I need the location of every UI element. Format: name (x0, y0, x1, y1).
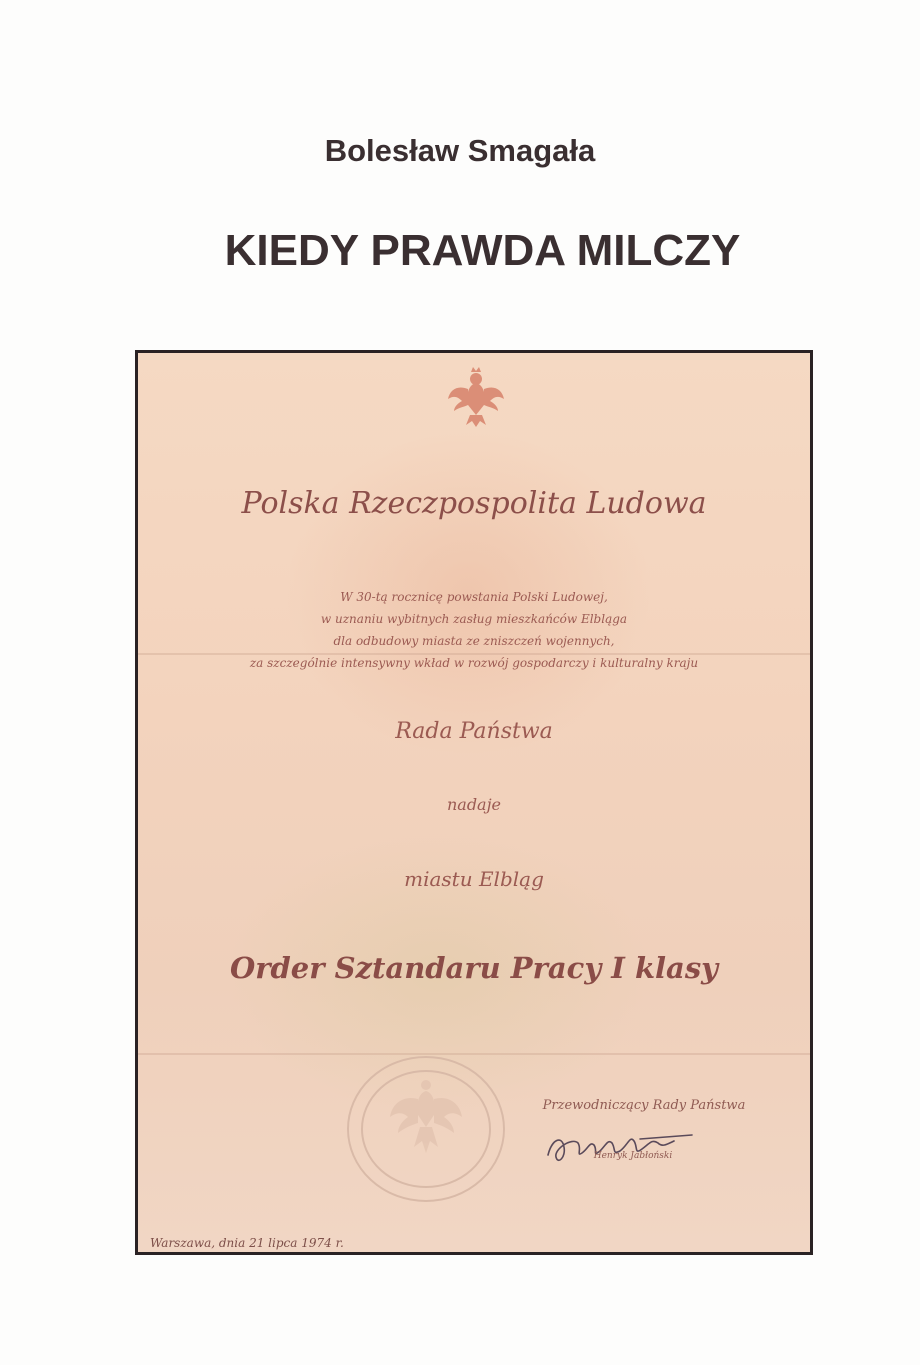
place-date: Warszawa, dnia 21 lipca 1974 r. (150, 1236, 344, 1250)
signature-mark (542, 1121, 702, 1175)
recipient-name: miastu Elbląg (404, 867, 544, 891)
dedication-line: za szczególnie intensywny wkład w rozwój gospodarczy i kulturalny kraju (249, 656, 699, 670)
certificate-image (135, 350, 813, 1255)
author-name: Bolesław Smagała (324, 133, 596, 168)
certificate-heading: Polska Rzeczpospolita Ludowa (241, 486, 707, 521)
award-name: Order Sztandaru Pracy I klasy (229, 951, 719, 985)
signer-name: Henryk Jabłoński (593, 1151, 673, 1161)
embossed-seal-icon (342, 1051, 510, 1206)
award-verb: nadaje (446, 795, 502, 814)
dedication-text (138, 586, 810, 674)
book-title: KIEDY PRAWDA MILCZY (224, 226, 741, 275)
issuer-name: Rada Państwa (395, 719, 553, 744)
eagle-emblem-icon (444, 365, 508, 429)
dedication-line: dla odbudowy miasta ze zniszczeń wojennych, (333, 634, 615, 648)
chairman-title: Przewodniczący Rady Państwa (542, 1098, 746, 1113)
dedication-line: W 30-tą rocznicę powstania Polski Ludowej, (340, 590, 608, 604)
dedication-line: w uznaniu wybitnych zasług mieszkańców Elbląga (320, 612, 628, 626)
